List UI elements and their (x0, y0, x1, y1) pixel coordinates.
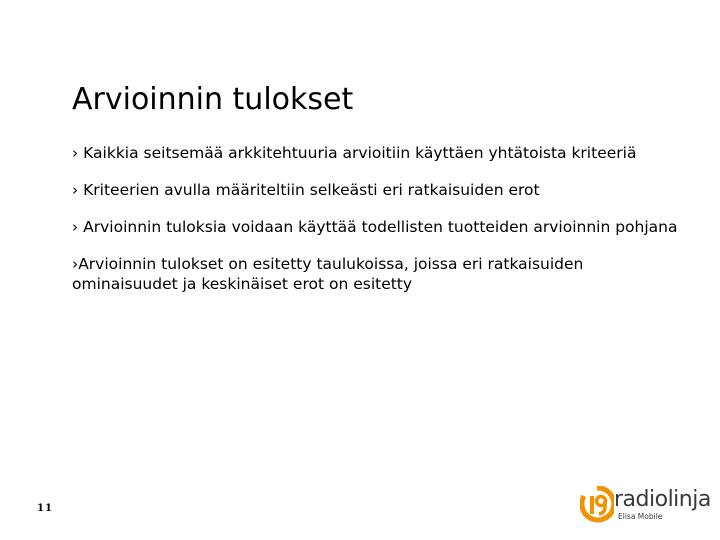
bullet-item (72, 217, 692, 237)
logo-subtitle: Elisa Mobile (618, 512, 663, 521)
page-number: 11 (37, 503, 53, 514)
bullet-text: Arvioinnin tuloksia voidaan käyttää todellisten tuotteiden arvioinnin pohjana (83, 218, 678, 236)
bullet-marker: › (72, 144, 79, 162)
bullet-text: Arvioinnin tulokset on esitetty taulukoissa, joissa eri ratkaisuiden ominaisuudet ja keskinäiset erot on esitetty (72, 255, 584, 293)
bullet-item (72, 254, 692, 294)
radiolinja-logo-icon (580, 486, 614, 524)
slide-title: Arvioinnin tulokset (72, 82, 354, 118)
bullet-marker: › (72, 255, 79, 273)
bullet-marker: › (72, 218, 79, 236)
bullet-item (72, 180, 692, 200)
bullet-item (72, 143, 692, 163)
radiolinja-logo (580, 486, 711, 524)
bullet-list (72, 143, 692, 294)
bullet-marker: › (72, 181, 79, 199)
logo-wordmark: radiolinja (614, 487, 711, 512)
bullet-text: Kaikkia seitsemää arkkitehtuuria arvioitiin käyttäen yhtätoista kriteeriä (83, 144, 637, 162)
bullet-text: Kriteerien avulla määriteltiin selkeästi eri ratkaisuiden erot (83, 181, 540, 199)
